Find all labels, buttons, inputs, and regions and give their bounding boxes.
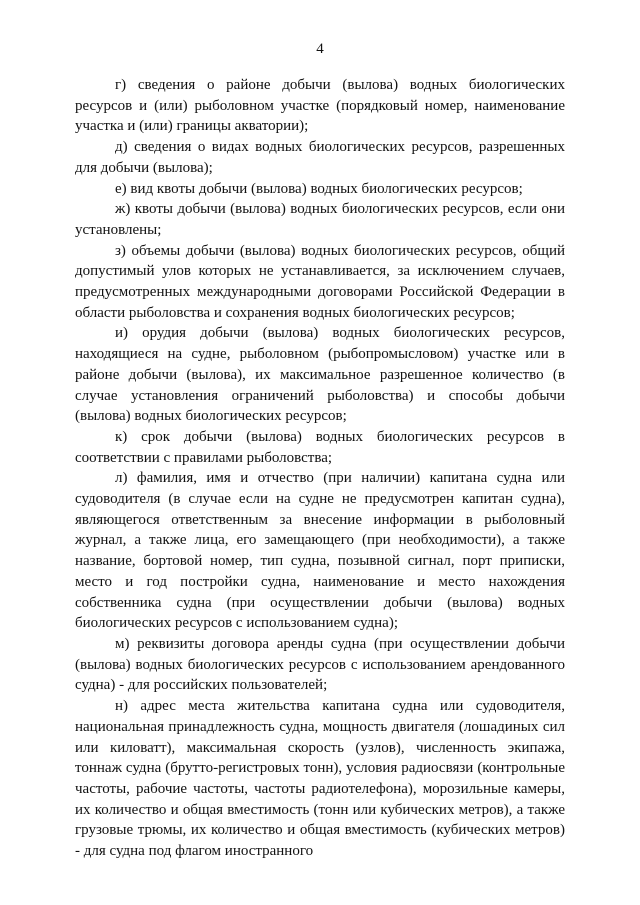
paragraph-z: з) объемы добычи (вылова) водных биологических ресурсов, общий допустимый улов которых не устанавливается, за исключением случаев, предусмотренных международными договорами Российской Федерации в области рыболовства и сохранения водных биологических ресурсов; (75, 242, 565, 321)
paragraph-d: д) сведения о видах водных биологических ресурсов, разрешенных для добычи (вылова); (75, 139, 565, 176)
document-body (75, 75, 565, 862)
paragraph-zh: ж) квоты добычи (вылова) водных биологических ресурсов, если они установлены; (75, 201, 565, 238)
paragraph-i: и) орудия добычи (вылова) водных биологических ресурсов, находящиеся на судне, рыболовном (рыбопромысловом) участке или в районе добычи (вылова), их максимальное разрешенное количество (в случае установления ограничений рыболовства) и способы добычи (вылова) водных биологических ресурсов; (75, 325, 565, 425)
paragraph-n: н) адрес места жительства капитана судна или судоводителя, национальная принадлежность судна, мощность двигателя (лошадиных сил или киловатт), максимальная скорость (узлов), численность экипажа, тоннаж судна (брутто-регистровых тонн), условия радиосвязи (контрольные частоты, рабочие частоты, частоты радиотелефона), морозильные камеры, их количество и общая вместимость (тонн или кубических метров), а также грузовые трюмы, их количество и общая вместимость (кубических метров) - для судна под флагом иностранного (75, 698, 565, 860)
paragraph-k: к) срок добычи (вылова) водных биологических ресурсов в соответствии с правилами рыболовства; (75, 428, 565, 466)
page-number: 4 (316, 41, 324, 57)
paragraph-m: м) реквизиты договора аренды судна (при осуществлении добычи (вылова) водных биологических ресурсов с использованием арендованного судна) - для российских пользователей; (75, 635, 565, 694)
paragraph-e: е) вид квоты добычи (вылова) водных биологических ресурсов; (115, 180, 523, 197)
paragraph-g: г) сведения о районе добычи (вылова) водных биологических ресурсов и (или) рыболовном участке (порядковый номер, наименование участка и (или) границы акватории); (75, 77, 565, 135)
paragraph-l: л) фамилия, имя и отчество (при наличии) капитана судна или судоводителя (в случае если на судне не предусмотрен капитан судна), являющегося ответственным за внесение информации в рыболовный журнал, а также лица, его замещающего (при необходимости), а также название, бортовой номер, тип судна, позывной сигнал, порт приписки, место и год постройки судна, наименование и место нахождения собственника судна (при осуществлении добычи (вылова) водных биологических ресурсов с использованием судна); (75, 470, 565, 632)
